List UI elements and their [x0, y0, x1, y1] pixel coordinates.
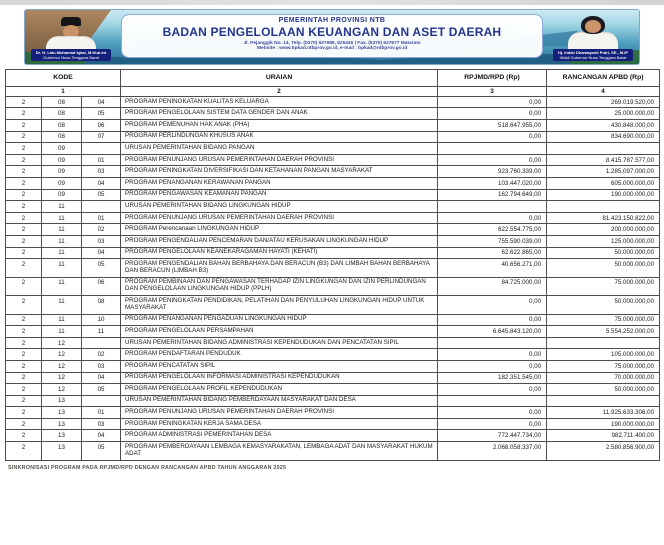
kode-bidang-cell: 12 [42, 372, 82, 384]
uraian-cell: PROGRAM PENINGKATAN KUALITAS KELUARGA [121, 96, 438, 108]
kode-level-cell: 2 [6, 314, 42, 326]
uraian-cell: URUSAN PEMERINTAHAN BIDANG PEMBERDAYAAN MASYARAKAT DAN DESA [121, 395, 438, 407]
rpjmd-value-cell: 2.068.058.337,00 [438, 442, 547, 460]
kode-program-cell [82, 201, 121, 213]
program-row [6, 360, 660, 372]
kode-bidang-cell: 08 [42, 96, 82, 108]
rpjmd-value-cell: 162.794.649,00 [438, 189, 547, 201]
kode-level-cell: 2 [6, 143, 42, 155]
kode-program-cell: 03 [82, 360, 121, 372]
kode-bidang-cell: 11 [42, 212, 82, 224]
kode-program-cell: 03 [82, 166, 121, 178]
rpjmd-value-cell: 0,00 [438, 349, 547, 361]
program-row [6, 349, 660, 361]
kode-level-cell: 2 [6, 384, 42, 396]
page-top-edge [0, 0, 664, 5]
kode-bidang-cell: 12 [42, 384, 82, 396]
rpjmd-value-cell: 0,00 [438, 384, 547, 396]
program-row [6, 212, 660, 224]
kode-program-cell [82, 337, 121, 349]
uraian-cell: URUSAN PEMERINTAHAN BIDANG ADMINISTRASI KEPENDUDUKAN DAN PENCATATAN SIPIL [121, 337, 438, 349]
colnum-4: 4 [547, 86, 660, 96]
kode-level-cell: 2 [6, 372, 42, 384]
apbd-value-cell: 5.554.252.000,00 [547, 326, 660, 338]
program-row [6, 166, 660, 178]
rpjmd-value-cell [438, 143, 547, 155]
rpjmd-value-cell [438, 395, 547, 407]
kode-level-cell: 2 [6, 360, 42, 372]
kode-level-cell: 2 [6, 247, 42, 259]
uraian-cell: PROGRAM PENGELOLAAN PROFIL KEPENDUDUKAN [121, 384, 438, 396]
colnum-2: 2 [121, 86, 438, 96]
uraian-cell: PROGRAM PENANGANAN KERAWANAN PANGAN [121, 177, 438, 189]
apbd-value-cell: 81.423.150.822,00 [547, 212, 660, 224]
apbd-value-cell [547, 143, 660, 155]
kode-level-cell: 2 [6, 418, 42, 430]
kode-bidang-cell: 11 [42, 296, 82, 314]
urusan-section-row [6, 395, 660, 407]
kode-level-cell: 2 [6, 96, 42, 108]
kode-bidang-cell: 11 [42, 247, 82, 259]
kode-level-cell: 2 [6, 212, 42, 224]
kode-program-cell: 11 [82, 326, 121, 338]
apbd-value-cell: 25.000.000,00 [547, 108, 660, 120]
apbd-value-cell: 50.000.000,00 [547, 296, 660, 314]
kode-bidang-cell: 13 [42, 430, 82, 442]
kode-program-cell: 05 [82, 259, 121, 277]
kode-level-cell: 2 [6, 166, 42, 178]
vice-governor-title: Wakil Gubernur Nusa Tenggara Barat [559, 55, 627, 60]
program-row [6, 235, 660, 247]
apbd-value-cell: 75.000.000,00 [547, 277, 660, 295]
kode-bidang-cell: 08 [42, 120, 82, 132]
uraian-cell: PROGRAM PENGENDALIAN PENCEMARAN DAN/ATAU KERUSAKAN LINGKUNGAN HIDUP [121, 235, 438, 247]
governor-caption [31, 49, 111, 61]
kode-level-cell: 2 [6, 235, 42, 247]
kode-bidang-cell: 12 [42, 337, 82, 349]
budget-sync-table [5, 69, 660, 461]
province-name: PEMERINTAH PROVINSI NTB [278, 17, 386, 24]
kode-program-cell: 01 [82, 212, 121, 224]
colnum-1: 1 [6, 86, 121, 96]
vice-governor-uniform [568, 32, 618, 49]
apbd-value-cell: 70.000.000,00 [547, 372, 660, 384]
kode-level-cell: 2 [6, 337, 42, 349]
budget-table-body [6, 96, 660, 460]
apbd-value-cell: 190.000.000,00 [547, 418, 660, 430]
kode-bidang-cell: 09 [42, 143, 82, 155]
kode-bidang-cell: 09 [42, 166, 82, 178]
kode-program-cell: 04 [82, 430, 121, 442]
program-row [6, 177, 660, 189]
kode-level-cell: 2 [6, 189, 42, 201]
apbd-value-cell: 1.285.097.000,00 [547, 166, 660, 178]
apbd-value-cell: 8.415.787.577,00 [547, 154, 660, 166]
vice-governor-face [585, 20, 601, 33]
kode-level-cell: 2 [6, 259, 42, 277]
kode-level-cell: 2 [6, 277, 42, 295]
rpjmd-value-cell: 40.656.271,00 [438, 259, 547, 277]
vice-governor-portrait [552, 12, 634, 62]
kode-bidang-cell: 13 [42, 395, 82, 407]
program-row [6, 259, 660, 277]
rpjmd-value-cell: 62.622.865,00 [438, 247, 547, 259]
apbd-value-cell: 50.000.000,00 [547, 384, 660, 396]
uraian-cell: PROGRAM PENGELOLAAN PERSAMPAHAN [121, 326, 438, 338]
rpjmd-value-cell: 755.590.039,00 [438, 235, 547, 247]
rpjmd-value-cell: 622.554.775,00 [438, 224, 547, 236]
kode-program-cell: 06 [82, 120, 121, 132]
rpjmd-value-cell: 0,00 [438, 96, 547, 108]
kode-bidang-cell: 13 [42, 407, 82, 419]
kode-program-cell: 06 [82, 277, 121, 295]
rpjmd-value-cell: 0,00 [438, 212, 547, 224]
agency-address: Jl. Pejanggik No. 14, Telp. (0370) 627689, 625345 | Fax. (0370) 627677 Mataram [243, 40, 421, 46]
kode-level-cell: 2 [6, 326, 42, 338]
apbd-value-cell [547, 337, 660, 349]
kode-level-cell: 2 [6, 201, 42, 213]
kode-program-cell: 04 [82, 177, 121, 189]
kode-level-cell: 2 [6, 430, 42, 442]
program-row [6, 96, 660, 108]
kode-bidang-cell: 11 [42, 277, 82, 295]
kode-level-cell: 2 [6, 224, 42, 236]
urusan-section-row [6, 143, 660, 155]
apbd-value-cell: 834.690.000,00 [547, 131, 660, 143]
kode-bidang-cell: 11 [42, 314, 82, 326]
uraian-cell: PROGRAM PEMBERDAYAAN LEMBAGA KEMASYARAKATAN, LEMBAGA ADAT DAN MASYARAKAT HUKUM ADAT [121, 442, 438, 460]
letterhead-text-box [121, 14, 543, 58]
kode-bidang-cell: 12 [42, 360, 82, 372]
uraian-cell: PROGRAM PENANGANAN PENGADUAN LINGKUNGAN HIDUP [121, 314, 438, 326]
kode-bidang-cell: 08 [42, 108, 82, 120]
rpjmd-value-cell: 0,00 [438, 131, 547, 143]
kode-program-cell: 10 [82, 314, 121, 326]
header-apbd: RANCANGAN APBD (Rp) [547, 70, 660, 87]
uraian-cell: PROGRAM PENUNJANG URUSAN PEMERINTAHAN DAERAH PROVINSI [121, 212, 438, 224]
kode-program-cell: 04 [82, 96, 121, 108]
vice-governor-caption [553, 49, 633, 61]
kode-bidang-cell: 09 [42, 177, 82, 189]
apbd-value-cell: 190.000.000,00 [547, 189, 660, 201]
apbd-value-cell: 605.000.000,00 [547, 177, 660, 189]
kode-program-cell: 03 [82, 418, 121, 430]
kode-bidang-cell: 11 [42, 224, 82, 236]
kode-bidang-cell: 13 [42, 442, 82, 460]
rpjmd-value-cell: 0,00 [438, 360, 547, 372]
kode-program-cell: 03 [82, 235, 121, 247]
kode-level-cell: 2 [6, 349, 42, 361]
urusan-section-row [6, 337, 660, 349]
hijab-icon [581, 16, 605, 34]
agency-name: BADAN PENGELOLAAN KEUANGAN DAN ASET DAERAH [162, 25, 502, 39]
kode-program-cell [82, 395, 121, 407]
letterhead-banner [24, 9, 640, 65]
rpjmd-value-cell: 772.447.734,00 [438, 430, 547, 442]
rpjmd-value-cell: 0,00 [438, 418, 547, 430]
apbd-value-cell [547, 395, 660, 407]
header-rpjmd: RPJMD/RPD (Rp) [438, 70, 547, 87]
program-row [6, 326, 660, 338]
program-row [6, 108, 660, 120]
rpjmd-value-cell: 0,00 [438, 296, 547, 314]
uraian-cell: PROGRAM PENGENDALIAN BAHAN BERBAHAYA DAN BERACUN (B3) DAN LIMBAH BAHAN BERBAHAYA DAN BERACUN (LIMBAH B3) [121, 259, 438, 277]
kode-level-cell: 2 [6, 395, 42, 407]
uraian-cell: PROGRAM PENGELOLAAN SISTEM DATA GENDER DAN ANAK [121, 108, 438, 120]
uraian-cell: PROGRAM PERLINDUNGAN KHUSUS ANAK [121, 131, 438, 143]
uraian-cell: PROGRAM PENGAWASAN KEAMANAN PANGAN [121, 189, 438, 201]
colnum-3: 3 [438, 86, 547, 96]
program-row [6, 131, 660, 143]
kode-bidang-cell: 11 [42, 235, 82, 247]
program-row [6, 277, 660, 295]
uraian-cell: PROGRAM Perencanaan LINGKUNGAN HIDUP [121, 224, 438, 236]
kode-bidang-cell: 08 [42, 131, 82, 143]
apbd-value-cell: 50.000.000,00 [547, 247, 660, 259]
kode-program-cell: 05 [82, 108, 121, 120]
apbd-value-cell: 982.711.400,00 [547, 430, 660, 442]
kode-program-cell [82, 143, 121, 155]
apbd-value-cell: 75.000.000,00 [547, 360, 660, 372]
column-number-row [6, 86, 660, 96]
kode-level-cell: 2 [6, 442, 42, 460]
rpjmd-value-cell: 923.760.339,00 [438, 166, 547, 178]
uraian-cell: URUSAN PEMERINTAHAN BIDANG PANGAN [121, 143, 438, 155]
program-row [6, 154, 660, 166]
uraian-cell: PROGRAM PENCATATAN SIPIL [121, 360, 438, 372]
kode-level-cell: 2 [6, 108, 42, 120]
governor-title: Gubernur Nusa Tenggara Barat [43, 55, 99, 60]
vice-governor-name: Hj. Indah Dhamayanti Putri, SE., M.IP [557, 50, 628, 55]
uraian-cell: PROGRAM PENGELOLAAN KEANEKARAGAMAN HAYATI (KEHATI) [121, 247, 438, 259]
apbd-value-cell: 75.000.000,00 [547, 314, 660, 326]
kode-bidang-cell: 13 [42, 418, 82, 430]
kode-program-cell: 02 [82, 349, 121, 361]
uraian-cell: PROGRAM PENUNJANG URUSAN PEMERINTAHAN DAERAH PROVINSI [121, 154, 438, 166]
kode-level-cell: 2 [6, 131, 42, 143]
rpjmd-value-cell: 182.351.545,00 [438, 372, 547, 384]
program-row [6, 430, 660, 442]
uraian-cell: PROGRAM PENINGKATAN PENDIDIKAN, PELATIHAN DAN PENYULUHAN LINGKUNGAN HIDUP UNTUK MASYARAKAT [121, 296, 438, 314]
rpjmd-value-cell: 0,00 [438, 407, 547, 419]
program-row [6, 442, 660, 460]
sync-footnote: SINKRONISASI PROGRAM PADA RPJMD/RPD DENGAN RANCANGAN APBD TAHUN ANGGARAN 2025 [8, 464, 287, 471]
kode-program-cell: 04 [82, 247, 121, 259]
header-uraian: URAIAN [121, 70, 438, 87]
uraian-cell: PROGRAM ADMINISTRASI PEMERINTAHAN DESA [121, 430, 438, 442]
rpjmd-value-cell [438, 337, 547, 349]
apbd-value-cell: 430.848.000,00 [547, 120, 660, 132]
rpjmd-value-cell: 0,00 [438, 154, 547, 166]
uraian-cell: PROGRAM PENUNJANG URUSAN PEMERINTAHAN DAERAH PROVINSI [121, 407, 438, 419]
program-row [6, 120, 660, 132]
kode-program-cell: 01 [82, 407, 121, 419]
kode-bidang-cell: 11 [42, 259, 82, 277]
program-row [6, 224, 660, 236]
apbd-value-cell: 11.925.633.306,00 [547, 407, 660, 419]
program-row [6, 418, 660, 430]
urusan-section-row [6, 201, 660, 213]
kode-program-cell: 05 [82, 442, 121, 460]
header-kode: KODE [6, 70, 121, 87]
apbd-value-cell: 105.000.000,00 [547, 349, 660, 361]
apbd-value-cell: 200.000.000,00 [547, 224, 660, 236]
rpjmd-value-cell: 6.645.843.120,00 [438, 326, 547, 338]
apbd-value-cell: 2.580.856.900,00 [547, 442, 660, 460]
kode-bidang-cell: 12 [42, 349, 82, 361]
kode-level-cell: 2 [6, 296, 42, 314]
program-row [6, 314, 660, 326]
program-row [6, 384, 660, 396]
kode-program-cell: 04 [82, 372, 121, 384]
agency-contact: Website : www.bpkad.ntbprov.go.id, e-mail : bpkad@ntbprov.go.id [256, 45, 408, 51]
kode-bidang-cell: 09 [42, 189, 82, 201]
kode-level-cell: 2 [6, 407, 42, 419]
kode-program-cell: 08 [82, 296, 121, 314]
apbd-value-cell: 50.000.000,00 [547, 259, 660, 277]
uraian-cell: PROGRAM PENDAFTARAN PENDUDUK [121, 349, 438, 361]
program-row [6, 247, 660, 259]
program-row [6, 407, 660, 419]
kode-bidang-cell: 11 [42, 201, 82, 213]
kode-level-cell: 2 [6, 120, 42, 132]
program-row [6, 372, 660, 384]
program-row [6, 189, 660, 201]
governor-portrait [30, 12, 112, 62]
kode-bidang-cell: 09 [42, 154, 82, 166]
rpjmd-value-cell [438, 201, 547, 213]
uraian-cell: PROGRAM PENGELOLAAN INFORMASI ADMINISTRASI KEPENDUDUKAN [121, 372, 438, 384]
uraian-cell: PROGRAM PENINGKATAN DIVERSIFIKASI DAN KETAHANAN PANGAN MASYARAKAT [121, 166, 438, 178]
uraian-cell: PROGRAM PENINGKATAN KERJA SAMA DESA [121, 418, 438, 430]
rpjmd-value-cell: 103.447.020,00 [438, 177, 547, 189]
apbd-value-cell: 125.000.000,00 [547, 235, 660, 247]
governor-name: Dr. H. Lalu Muhamad Iqbal, M.Hub.Int [35, 50, 107, 55]
kode-bidang-cell: 11 [42, 326, 82, 338]
uraian-cell: URUSAN PEMERINTAHAN BIDANG LINGKUNGAN HIDUP [121, 201, 438, 213]
program-row [6, 296, 660, 314]
kode-program-cell: 05 [82, 384, 121, 396]
rpjmd-value-cell: 0,00 [438, 314, 547, 326]
uraian-cell: PROGRAM PEMENUHAN HAK ANAK (PHA) [121, 120, 438, 132]
rpjmd-value-cell: 518.647.955,00 [438, 120, 547, 132]
kode-level-cell: 2 [6, 154, 42, 166]
kode-level-cell: 2 [6, 177, 42, 189]
apbd-value-cell [547, 201, 660, 213]
kode-program-cell: 07 [82, 131, 121, 143]
kode-program-cell: 05 [82, 189, 121, 201]
uraian-cell: PROGRAM PEMBINAAN DAN PENGAWASAN TERHADAP IZIN LINGKUNGAN DAN IZIN PERLINDUNGAN DAN PENGELOLAAN LINGKUNGAN HIDUP (PPLH) [121, 277, 438, 295]
kode-program-cell: 02 [82, 224, 121, 236]
table-header-row [6, 70, 660, 87]
rpjmd-value-cell: 0,00 [438, 108, 547, 120]
rpjmd-value-cell: 84.725.000,00 [438, 277, 547, 295]
apbd-value-cell: 269.019.520,00 [547, 96, 660, 108]
kode-program-cell: 01 [82, 154, 121, 166]
